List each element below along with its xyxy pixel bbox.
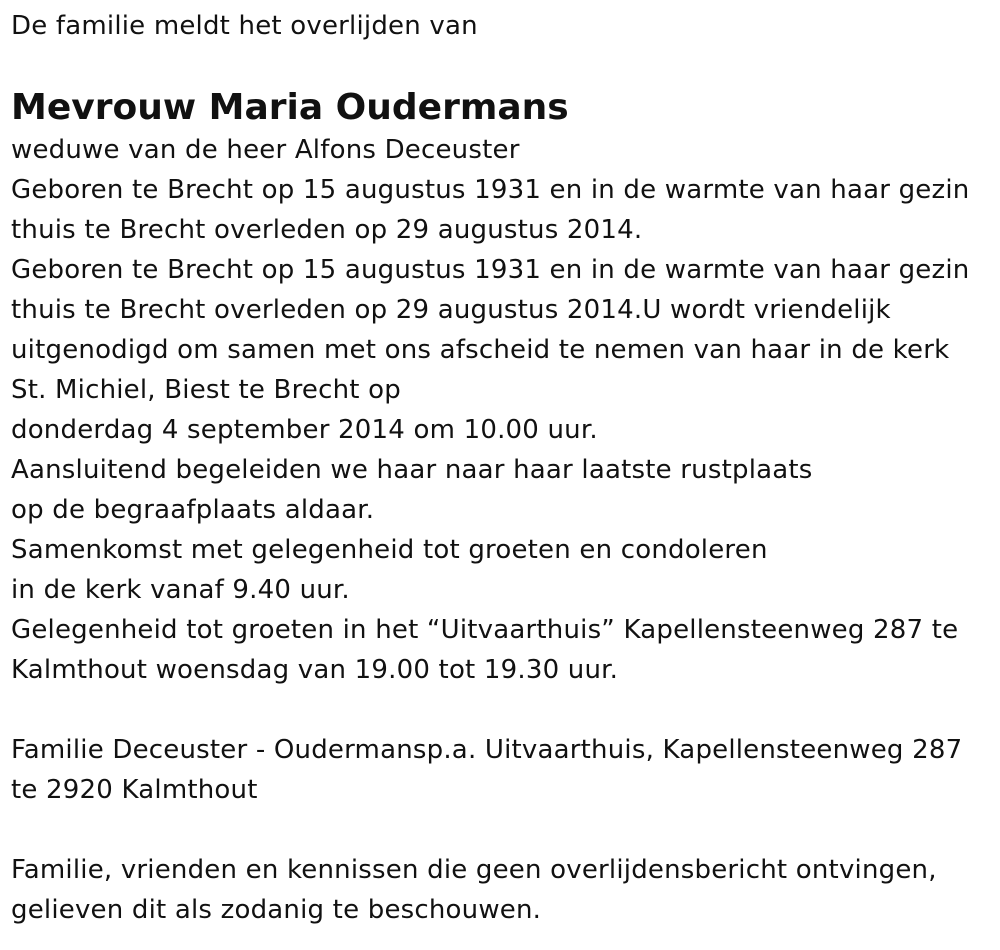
ceremony-line: in de kerk vanaf 9.40 uur.	[11, 575, 350, 605]
intro-text: De familie meldt het overlijden van	[11, 11, 478, 41]
spouse-text: weduwe van de heer Alfons Deceuster	[11, 135, 520, 165]
closing-line: Familie, vrienden en kennissen die geen overlijdensbericht ontvingen,	[11, 855, 937, 885]
deceased-name: Mevrouw Maria Oudermans	[11, 87, 569, 128]
ceremony-line: Kalmthout woensdag van 19.00 tot 19.30 uur.	[11, 655, 619, 685]
birth-death-line: Geboren te Brecht op 15 augustus 1931 en in de warmte van haar gezin	[11, 175, 970, 205]
ceremony-line: Samenkomst met gelegenheid tot groeten en condoleren	[11, 535, 768, 565]
family-line: te 2920 Kalmthout	[11, 775, 258, 805]
ceremony-line: Gelegenheid tot groeten in het “Uitvaarthuis” Kapellensteenweg 287 te	[11, 615, 959, 645]
ceremony-line: Aansluitend begeleiden we haar naar haar laatste rustplaats	[11, 455, 813, 485]
ceremony-line: donderdag 4 september 2014 om 10.00 uur.	[11, 415, 598, 445]
ceremony-line: St. Michiel, Biest te Brecht op	[11, 375, 401, 405]
ceremony-block	[11, 250, 991, 690]
death-notice	[11, 0, 991, 930]
ceremony-line: thuis te Brecht overleden op 29 augustus 2014.U wordt vriendelijk	[11, 295, 891, 325]
family-block	[11, 730, 991, 810]
closing-block	[11, 850, 991, 930]
birth-death-block	[11, 170, 991, 250]
ceremony-line: Geboren te Brecht op 15 augustus 1931 en in de warmte van haar gezin	[11, 255, 970, 285]
ceremony-line: uitgenodigd om samen met ons afscheid te nemen van haar in de kerk	[11, 335, 950, 365]
closing-line: gelieven dit als zodanig te beschouwen.	[11, 895, 542, 925]
birth-death-line: thuis te Brecht overleden op 29 augustus 2014.	[11, 215, 643, 245]
family-line: Familie Deceuster - Oudermansp.a. Uitvaarthuis, Kapellensteenweg 287	[11, 735, 963, 765]
ceremony-line: op de begraafplaats aldaar.	[11, 495, 375, 525]
